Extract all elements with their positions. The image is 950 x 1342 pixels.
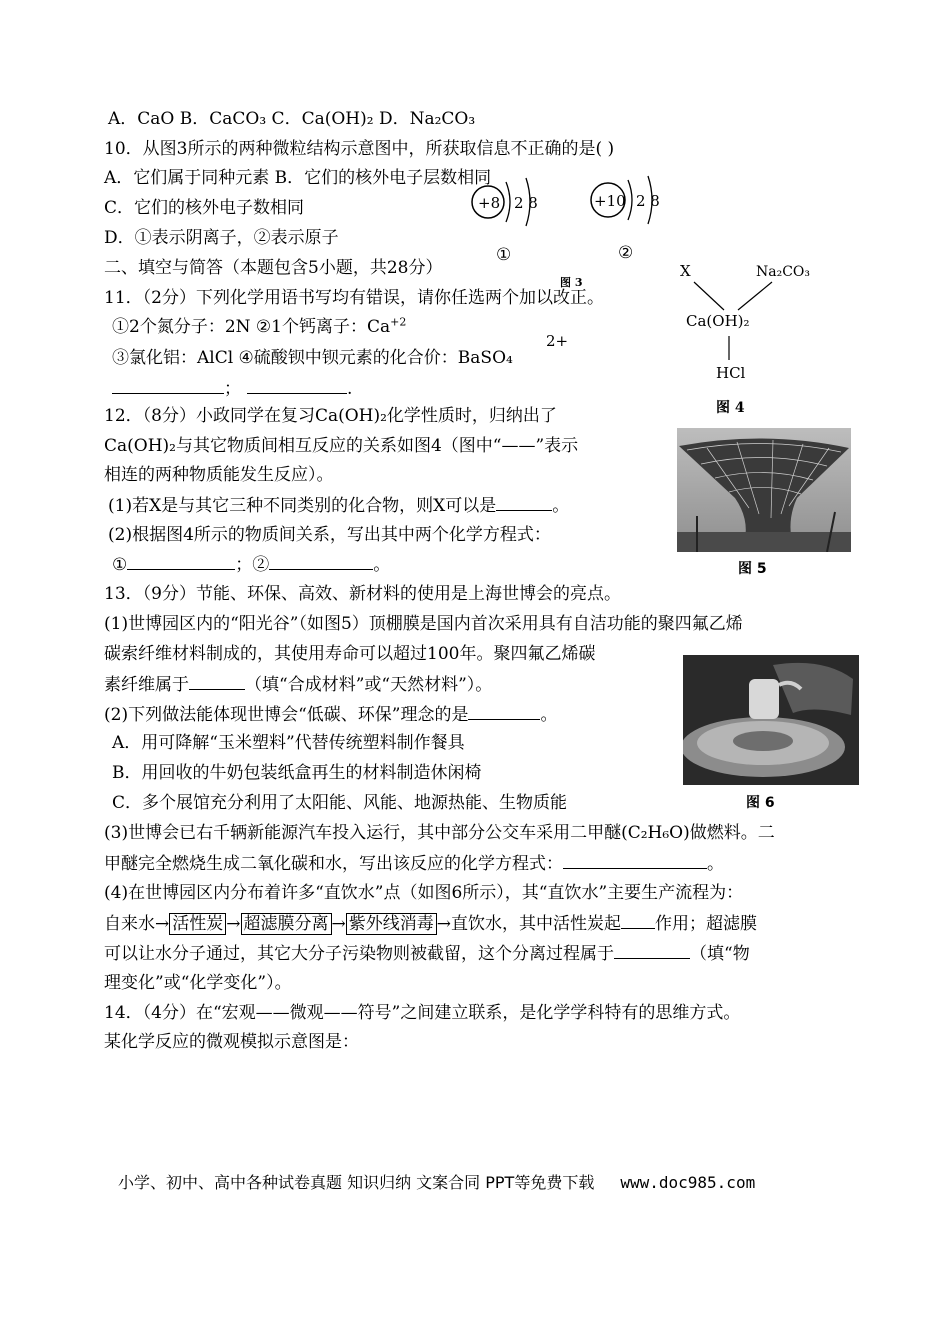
figure-5-sun-valley-photo [677, 428, 851, 552]
q13-blank-choice[interactable] [468, 703, 540, 720]
q11-answer-line [112, 377, 352, 400]
q14-line-2: 某化学反应的微观模拟示意图是： [104, 1032, 359, 1052]
q10-option-c: C．它们的核外电子数相同 [104, 198, 305, 218]
q12-part-1-end: 。 [552, 496, 570, 516]
q13-part-4-line-1: (4)在世博园区内分布着许多“直饮水”点（如图6所示），其“直饮水”主要生产流程为： [104, 883, 744, 903]
fig4-na2co3: Na₂CO₃ [756, 264, 811, 280]
atom1-shells: 2 8 [514, 194, 538, 212]
q13-equation-text: 甲醚完全燃烧生成二氧化碳和水，写出该反应的化学方程式： [104, 854, 563, 874]
q13-blank-change-type[interactable] [614, 942, 690, 959]
atom2-label: ② [618, 243, 634, 263]
q13-part-1-line-3 [104, 673, 492, 696]
q12-blank-x[interactable] [496, 494, 552, 511]
figure-3-particle-diagrams [462, 160, 682, 290]
q12-part-1 [108, 494, 569, 517]
footer-text: 小学、初中、高中各种试卷真题 知识归纳 文案合同 PPT等免费下载 [118, 1173, 595, 1192]
atom2-nucleus: +10 [594, 192, 626, 210]
figure-4-caption: 图 4 [716, 400, 745, 416]
q13-part-4-line-3 [104, 942, 750, 965]
figure-6-caption: 图 6 [746, 795, 775, 811]
figure-5-caption: 图 5 [738, 561, 767, 577]
q12-line-2: Ca(OH)₂与其它物质间相互反应的关系如图4（图中“——”表示 [104, 436, 579, 456]
q13-part-1-line-2: 碳索纤维材料制成的，其使用寿命可以超过100年。聚四氟乙烯碳 [104, 644, 596, 664]
flow-box-uv-disinfection: 紫外线消毒 [346, 913, 437, 935]
atom1-nucleus: +8 [478, 194, 501, 212]
q13-material-hint: （填“合成材料”或“天然材料”）。 [245, 675, 493, 695]
q12-line-3: 相连的两种物质能发生反应）。 [104, 465, 334, 485]
q11-line-2: ③氯化铝：AlCl ④硫酸钡中钡元素的化合价：BaSO₄ [112, 348, 513, 368]
q13-equation-end: 。 [707, 854, 724, 874]
section-2-heading: 二、填空与简答（本题包含5小题，共28分） [104, 258, 443, 278]
q13-option-a: A．用可降解“玉米塑料”代替传统塑料制作餐具 [112, 733, 465, 753]
q12-equations-line [112, 553, 390, 576]
q11-separator: ； [224, 379, 241, 399]
q12-eq-end: 。 [373, 555, 391, 575]
q12-part-1-text: (1)若X是与其它三种不同类别的化合物，则X可以是 [108, 496, 497, 516]
q13-stem: 13．（9分）节能、环保、高效、新材料的使用是上海世博会的亮点。 [104, 584, 621, 604]
q11-end: . [347, 379, 353, 399]
flow-end: →直饮水，其中活性炭起 [436, 914, 621, 934]
q13-separation-hint: （填“物 [690, 944, 750, 964]
q11-blank-1[interactable] [112, 377, 224, 394]
q9-options: A．CaO B．CaCO₃ C．Ca(OH)₂ D．Na₂CO₃ [108, 109, 476, 129]
q13-flow-line [104, 912, 757, 935]
fig4-center: Ca(OH)₂ [686, 312, 750, 330]
flow-tail: 作用；超滤膜 [655, 914, 757, 934]
figure-6-drinking-water-photo [683, 655, 859, 785]
q10-stem: 10．从图3所示的两种微粒结构示意图中，所获取信息不正确的是( ) [104, 139, 615, 159]
q10-option-d: D．①表示阴离子，②表示原子 [104, 228, 339, 248]
q11-line-1 [112, 316, 406, 338]
figure-4-relation-diagram [672, 258, 842, 418]
q13-part-1-line-1: (1)世博园区内的“阳光谷”（如图5）顶棚膜是国内首次采用具有自洁功能的聚四氟乙烯 [104, 614, 743, 634]
footer [118, 1170, 755, 1193]
q14-stem: 14．（4分）在“宏观——微观——符号”之间建立联系，是化学学科特有的思维方式。 [104, 1003, 741, 1023]
q12-eq-1-label: ① [112, 555, 128, 575]
q12-blank-eq-1[interactable] [127, 553, 235, 570]
flow-start: 自来水→ [104, 914, 170, 934]
q13-part-2-text: (2)下列做法能体现世博会“低碳、环保”理念的是 [104, 705, 469, 725]
figure-3-caption: 图 3 [560, 276, 583, 289]
q10-option-a-b: A．它们属于同种元素 B．它们的核外电子层数相同 [104, 168, 492, 188]
q13-part-3-line-1: (3)世博会已右千辆新能源汽车投入运行，其中部分公交车采用二甲醚(C₂H₆O)做燃料。二 [104, 823, 775, 843]
flow-arrow-2: → [331, 914, 346, 934]
q13-part-3-line-2 [104, 852, 724, 875]
flow-box-activated-carbon: 活性炭 [169, 913, 226, 935]
q13-separation-text: 可以让水分子通过，其它大分子污染物则被截留，这个分离过程属于 [104, 944, 614, 964]
q13-option-b: B．用回收的牛奶包装纸盒再生的材料制造休闲椅 [112, 763, 482, 783]
q12-eq-2-label: ；② [235, 555, 270, 575]
footer-url[interactable]: www.doc985.com [620, 1173, 756, 1192]
q13-blank-material[interactable] [189, 673, 245, 690]
atom2-shells: 2 8 [636, 192, 660, 210]
q13-part-2 [104, 703, 557, 726]
q11-superscript-2plus: 2+ [546, 332, 569, 350]
q13-part-2-end: 。 [540, 705, 558, 725]
q11-blank-2[interactable] [247, 377, 347, 394]
q11-items-1-2: ①2个氮分子：2N ②1个钙离子：Ca [112, 317, 391, 337]
q13-blank-carbon-role[interactable] [621, 912, 655, 929]
fig4-x: X [680, 262, 691, 280]
q13-option-c: C．多个展馆充分利用了太阳能、风能、地源热能、生物质能 [112, 793, 568, 813]
q12-part-2: (2)根据图4所示的物质间关系，写出其中两个化学方程式： [108, 525, 551, 545]
flow-box-ultrafiltration: 超滤膜分离 [241, 913, 332, 935]
flow-arrow-1: → [226, 914, 241, 934]
q12-blank-eq-2[interactable] [269, 553, 373, 570]
q11-stem: 11．（2分）下列化学用语书写均有错误，请你任选两个加以改正。 [104, 288, 604, 308]
q13-blank-equation[interactable] [563, 852, 707, 869]
q13-part-4-line-4: 理变化”或“化学变化”）。 [104, 973, 292, 993]
q12-line-1: 12．（8分）小政同学在复习Ca(OH)₂化学性质时，归纳出了 [104, 406, 557, 426]
q13-material-text: 素纤维属于 [104, 675, 189, 695]
atom1-label: ① [496, 245, 512, 265]
q11-ca-charge: +2 [390, 315, 407, 329]
fig4-hcl: HCl [716, 364, 746, 382]
